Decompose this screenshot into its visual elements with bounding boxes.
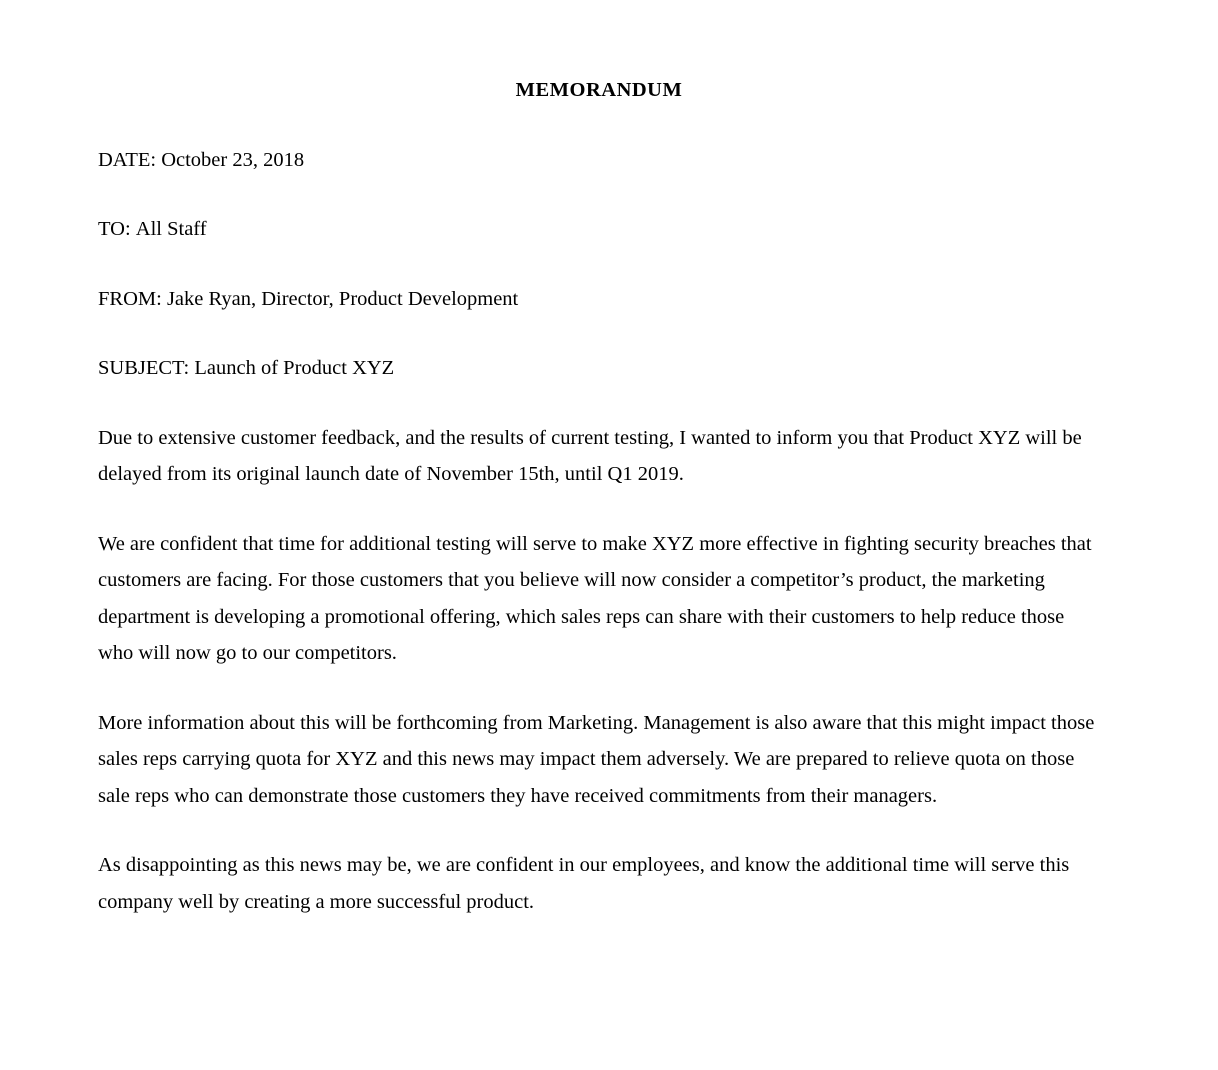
memo-field-subject: [98, 350, 1100, 387]
memo-field-from: [98, 281, 1100, 318]
from-label: FROM:: [98, 287, 162, 310]
memo-paragraph-1: Due to extensive customer feedback, and the results of current testing, I wanted to inform you that Product XYZ will be delayed from its original launch date of November 15th, until Q1 2019.: [98, 426, 1082, 485]
subject-label: SUBJECT:: [98, 357, 190, 379]
memo-field-date: [98, 142, 1100, 179]
memo-paragraph-4: As disappointing as this news may be, we are confident in our employees, and know the additional time will serve this company well by creating a more successful product.: [98, 854, 1070, 913]
date-value: October 23, 2018: [161, 148, 305, 171]
date-label: DATE:: [98, 148, 157, 171]
to-value: All Staff: [135, 218, 207, 240]
memo-paragraph-2: We are confident that time for additional testing will serve to make XYZ more effective in fighting security breaches that customers are facing. For those customers that you believe will now consider a competitor’s product, the marketing department is developing a promotional offering, which sales reps can share with their customers to help reduce those who will now go to our competitors.: [98, 532, 1092, 664]
memo-title: MEMORANDUM: [515, 79, 683, 101]
memo-field-to: [98, 211, 1100, 248]
memo-paragraph-3: More information about this will be forthcoming from Marketing. Management is also aware that this might impact those sales reps carrying quota for XYZ and this news may impact them adversely. We are prepared to relieve quota on those sale reps who can demonstrate those customers they have received commitments from their managers.: [98, 711, 1095, 807]
from-value: Jake Ryan, Director, Product Development: [166, 287, 519, 310]
subject-value: Launch of Product XYZ: [194, 357, 395, 379]
to-label: TO:: [98, 218, 131, 240]
